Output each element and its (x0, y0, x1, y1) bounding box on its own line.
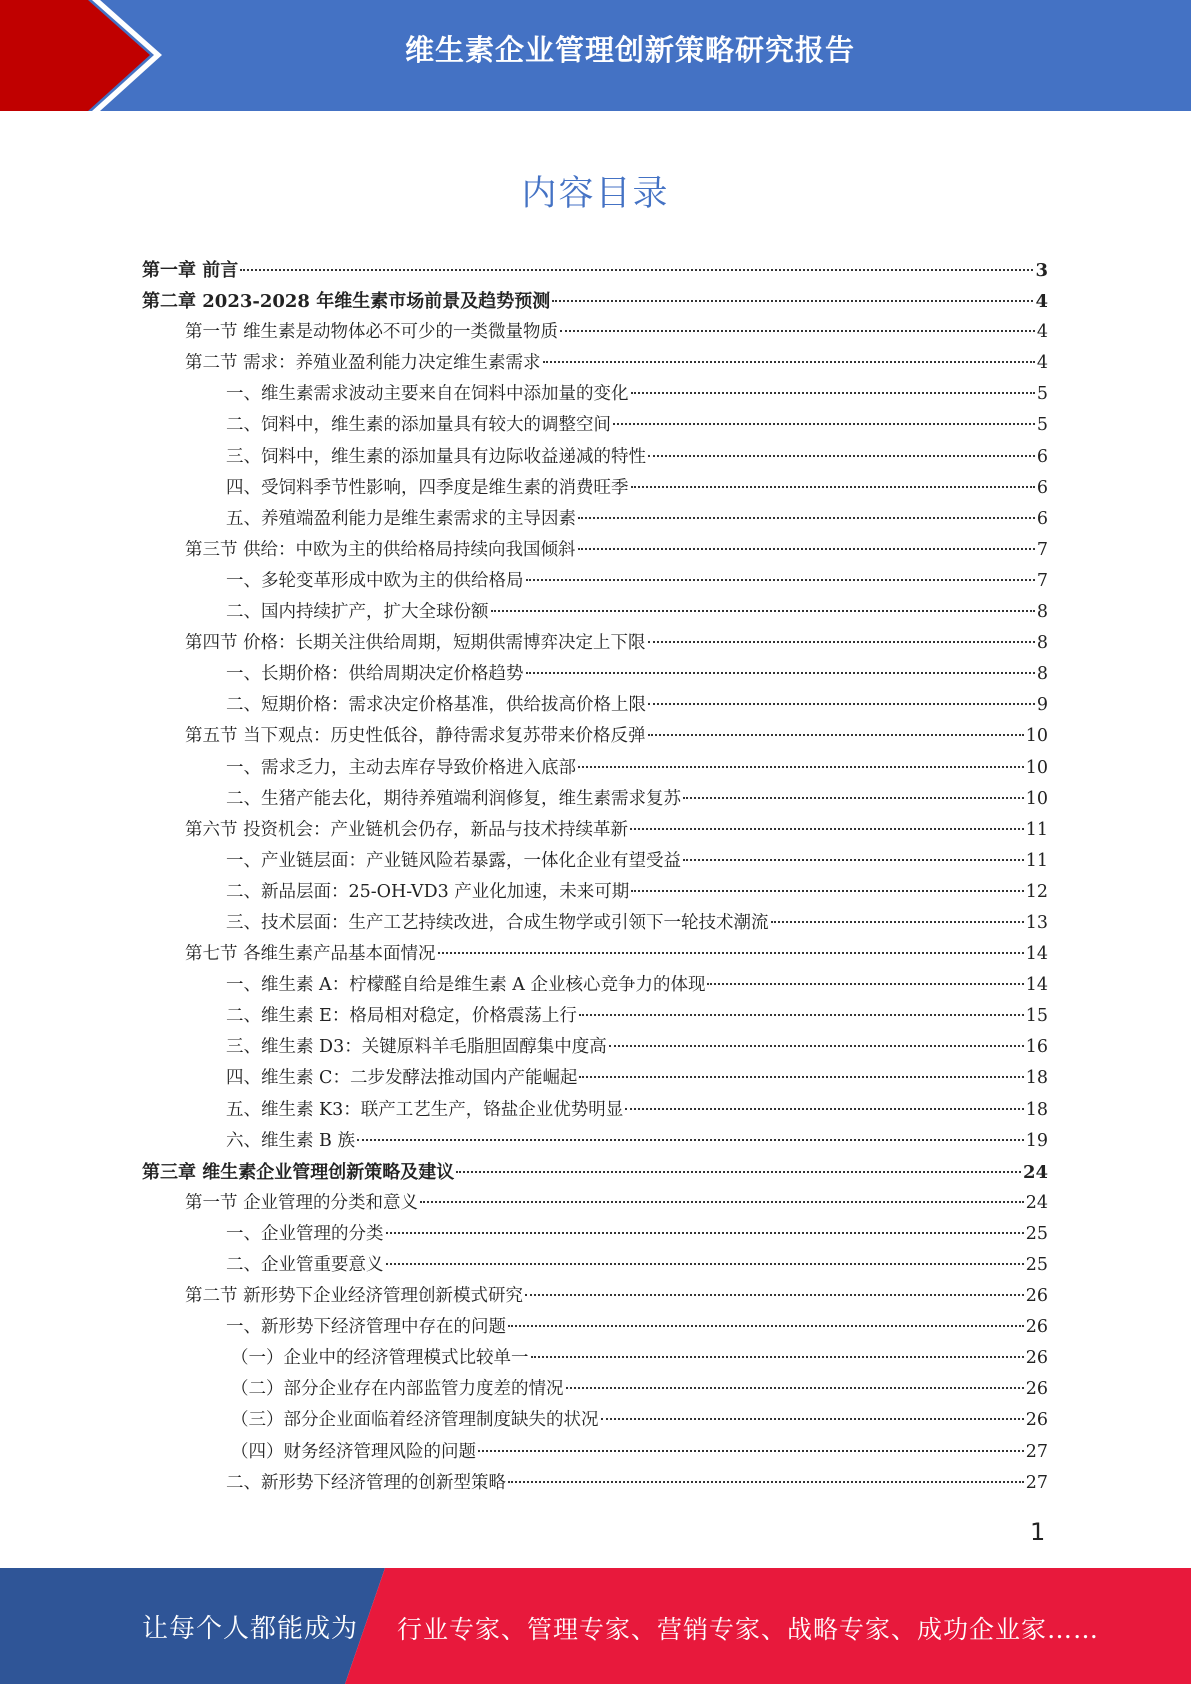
toc-entry-text: 二、生猪产能去化，期待养殖端利润修复，维生素需求复苏 (226, 788, 681, 809)
toc-entry[interactable] (142, 597, 1048, 628)
toc-entry-text: 第五节 当下观点：历史性低谷，静待需求复苏带来价格反弹 (185, 726, 646, 747)
toc-entry[interactable] (142, 1032, 1048, 1063)
toc-dot-leader (648, 454, 1035, 457)
toc-entry-page: 12 (1025, 881, 1048, 902)
toc-entry[interactable] (142, 566, 1048, 597)
toc-dot-leader (526, 578, 1035, 581)
toc-dot-leader (386, 1231, 1024, 1234)
toc-entry[interactable] (142, 1405, 1048, 1436)
toc-entry-page: 14 (1025, 944, 1048, 965)
toc-entry-text: 第三节 供给：中欧为主的供给格局持续向我国倾斜 (185, 539, 576, 560)
toc-entry-text: 第二章 2023-2028 年维生素市场前景及趋势预测 (142, 291, 551, 313)
toc-entry-page: 3 (1035, 260, 1048, 281)
toc-dot-leader (456, 1170, 1021, 1173)
toc-entry-page: 10 (1025, 788, 1048, 809)
toc-dot-leader (478, 1449, 1024, 1452)
toc-entry[interactable] (142, 473, 1048, 504)
toc-dot-leader (648, 640, 1035, 643)
toc-entry-text: 第二节 需求：养殖业盈利能力决定维生素需求 (185, 353, 541, 374)
toc-entry[interactable] (142, 379, 1048, 410)
toc-entry-page: 24 (1025, 1192, 1048, 1213)
toc-entry-page: 8 (1036, 664, 1048, 685)
toc-entry-text: 二、新形势下经济管理的创新型策略 (226, 1472, 506, 1493)
toc-dot-leader (566, 1386, 1024, 1389)
toc-entry-text: （三）部分企业面临着经济管理制度缺失的状况 (231, 1410, 599, 1431)
toc-dot-leader (631, 485, 1035, 488)
toc-entry[interactable] (142, 753, 1048, 784)
toc-entry-text: 一、维生素需求波动主要来自在饲料中添加量的变化 (226, 384, 629, 405)
toc-dot-leader (508, 1480, 1024, 1483)
toc-entry[interactable] (142, 970, 1048, 1001)
toc-entry-text: 一、需求乏力，主动去库存导致价格进入底部 (226, 757, 576, 778)
toc-dot-leader (526, 671, 1035, 674)
toc-entry[interactable] (142, 1001, 1048, 1032)
toc-dot-leader (578, 516, 1035, 519)
toc-entry[interactable] (142, 877, 1048, 908)
toc-entry-text: 第三章 维生素企业管理创新策略及建议 (142, 1161, 455, 1183)
toc-entry-page: 11 (1025, 850, 1048, 871)
toc-entry-page: 6 (1036, 446, 1048, 467)
toc-entry-text: （一）企业中的经济管理模式比较单一 (231, 1348, 529, 1369)
toc-entry[interactable] (142, 442, 1048, 473)
toc-entry-text: 四、维生素 C：二步发酵法推动国内产能崛起 (226, 1068, 578, 1089)
toc-entry-text: 第七节 各维生素产品基本面情况 (185, 944, 436, 965)
toc-entry-page: 19 (1025, 1130, 1048, 1151)
toc-dot-leader (240, 268, 1033, 271)
toc-dot-leader (552, 299, 1033, 302)
toc-entry-text: 第六节 投资机会：产业链机会仍存，新品与技术持续革新 (185, 819, 629, 840)
page-number: 1 (1030, 1518, 1046, 1546)
page-footer (0, 1568, 1191, 1684)
report-title: 维生素企业管理创新策略研究报告 (404, 33, 855, 67)
toc-entry[interactable] (142, 908, 1048, 939)
toc-entry-page: 7 (1036, 570, 1048, 591)
toc-entry-text: 二、国内持续扩产，扩大全球份额 (226, 602, 489, 623)
toc-entry[interactable] (142, 1250, 1048, 1281)
footer-slogan-right: 行业专家、管理专家、营销专家、战略专家、成功企业家…… (397, 1615, 1100, 1644)
toc-dot-leader (631, 889, 1023, 892)
toc-entry[interactable] (142, 1374, 1048, 1405)
toc-entry[interactable] (142, 846, 1048, 877)
toc-entry-page: 24 (1022, 1161, 1048, 1183)
toc-entry-text: 二、短期价格：需求决定价格基准，供给拔高价格上限 (226, 695, 646, 716)
toc-entry[interactable] (142, 1312, 1048, 1343)
toc-heading: 内容目录 (521, 174, 670, 214)
toc-entry-page: 4 (1035, 291, 1048, 313)
toc-entry[interactable] (142, 1219, 1048, 1250)
footer-slogan-left: 让每个人都能成为 (142, 1614, 359, 1644)
page-header (0, 0, 1191, 111)
toc-entry[interactable] (142, 659, 1048, 690)
toc-entry[interactable] (142, 255, 1048, 286)
toc-entry-text: 二、饲料中，维生素的添加量具有较大的调整空间 (226, 415, 611, 436)
toc-entry[interactable] (142, 1126, 1048, 1157)
toc-entry-text: 第一节 企业管理的分类和意义 (185, 1192, 419, 1213)
toc-entry[interactable] (142, 939, 1048, 970)
toc-dot-leader (578, 547, 1035, 550)
toc-entry-text: 四、受饲料季节性影响，四季度是维生素的消费旺季 (226, 477, 629, 498)
toc-dot-leader (648, 702, 1035, 705)
toc-entry-page: 27 (1025, 1441, 1048, 1462)
toc-entry-page: 25 (1025, 1255, 1048, 1275)
toc-entry-text: 第一章 前言 (142, 260, 239, 281)
toc-entry-page: 14 (1025, 975, 1048, 996)
toc-dot-leader (609, 1044, 1024, 1047)
toc-dot-leader (560, 329, 1035, 332)
toc-dot-leader (525, 1293, 1024, 1296)
toc-entry-page: 8 (1036, 633, 1048, 654)
toc-dot-leader (531, 1355, 1024, 1358)
toc-entry[interactable] (142, 815, 1048, 846)
toc-entry-page: 26 (1025, 1410, 1048, 1431)
toc-entry-page: 10 (1025, 726, 1048, 747)
toc-entry-text: 一、维生素 A：柠檬醛自给是维生素 A 企业核心竞争力的体现 (226, 975, 706, 996)
toc-entry[interactable] (142, 1281, 1048, 1312)
toc-dot-leader (543, 360, 1035, 363)
toc-entry-text: 第二节 新形势下企业经济管理创新模式研究 (185, 1286, 524, 1307)
table-of-contents (142, 255, 1048, 1499)
toc-entry[interactable] (142, 1095, 1048, 1126)
toc-dot-leader (613, 422, 1035, 425)
toc-dot-leader (683, 858, 1024, 861)
toc-entry[interactable] (142, 348, 1048, 379)
toc-entry-page: 5 (1036, 384, 1048, 405)
toc-dot-leader (386, 1262, 1024, 1265)
toc-entry-text: （四）财务经济管理风险的问题 (231, 1441, 476, 1462)
toc-dot-leader (683, 796, 1024, 799)
toc-entry-page: 18 (1025, 1099, 1048, 1120)
toc-entry-text: 二、企业管重要意义 (226, 1255, 384, 1275)
toc-entry[interactable] (142, 628, 1048, 659)
toc-dot-leader (771, 920, 1024, 923)
toc-entry-text: 三、维生素 D3：关键原料羊毛脂胆固醇集中度高 (226, 1037, 607, 1058)
toc-entry-text: 五、维生素 K3：联产工艺生产，铬盐企业优势明显 (226, 1099, 624, 1120)
toc-dot-leader (357, 1138, 1024, 1141)
toc-entry[interactable] (142, 317, 1048, 348)
toc-entry-text: 一、多轮变革形成中欧为主的供给格局 (226, 570, 524, 591)
toc-entry-page: 15 (1025, 1006, 1048, 1027)
toc-entry[interactable] (142, 690, 1048, 721)
toc-entry[interactable] (142, 1437, 1048, 1468)
toc-entry[interactable] (142, 1157, 1048, 1188)
toc-entry-text: 三、技术层面：生产工艺持续改进，合成生物学或引领下一轮技术潮流 (226, 912, 769, 933)
toc-dot-leader (491, 609, 1035, 612)
toc-entry[interactable] (142, 721, 1048, 752)
toc-entry-text: （二）部分企业存在内部监管力度差的情况 (231, 1379, 564, 1400)
toc-entry[interactable] (142, 535, 1048, 566)
toc-dot-leader (438, 951, 1024, 954)
toc-entry-text: 二、新品层面：25-OH-VD3 产业化加速，未来可期 (226, 881, 630, 902)
toc-dot-leader (578, 765, 1024, 768)
toc-entry-page: 9 (1036, 695, 1048, 716)
toc-entry-page: 16 (1025, 1037, 1048, 1058)
toc-entry[interactable] (142, 1188, 1048, 1219)
toc-dot-leader (630, 827, 1024, 830)
toc-entry-page: 26 (1025, 1379, 1048, 1400)
toc-entry[interactable] (142, 1468, 1048, 1499)
toc-entry-page: 7 (1036, 539, 1048, 560)
toc-entry-text: 一、企业管理的分类 (226, 1223, 384, 1244)
toc-entry-page: 25 (1025, 1223, 1048, 1244)
toc-entry-page: 13 (1025, 912, 1048, 933)
toc-entry-page: 26 (1025, 1348, 1048, 1369)
toc-entry-page: 6 (1036, 508, 1048, 529)
toc-entry-text: 一、长期价格：供给周期决定价格趋势 (226, 664, 524, 685)
toc-entry-text: 三、饲料中，维生素的添加量具有边际收益递减的特性 (226, 446, 646, 467)
toc-dot-leader (625, 1107, 1023, 1110)
toc-entry-text: 一、产业链层面：产业链风险若暴露，一体化企业有望受益 (226, 850, 681, 871)
toc-entry[interactable] (142, 286, 1048, 317)
toc-dot-leader (508, 1324, 1024, 1327)
toc-entry-page: 26 (1025, 1286, 1048, 1307)
toc-entry[interactable] (142, 1343, 1048, 1374)
toc-entry-text: 第四节 价格：长期关注供给周期，短期供需博弈决定上下限 (185, 633, 646, 654)
toc-entry[interactable] (142, 504, 1048, 535)
toc-entry-page: 10 (1025, 757, 1048, 778)
toc-entry-text: 二、维生素 E：格局相对稳定，价格震荡上行 (226, 1006, 577, 1027)
toc-entry-page: 26 (1025, 1317, 1048, 1338)
toc-entry[interactable] (142, 410, 1048, 441)
toc-entry[interactable] (142, 784, 1048, 815)
toc-entry-page: 8 (1036, 602, 1048, 623)
toc-entry-text: 第一节 维生素是动物体必不可少的一类微量物质 (185, 322, 559, 343)
toc-dot-leader (579, 1013, 1024, 1016)
toc-entry-page: 4 (1036, 322, 1048, 343)
toc-entry-page: 5 (1036, 415, 1048, 436)
toc-dot-leader (601, 1417, 1024, 1420)
toc-dot-leader (707, 982, 1023, 985)
toc-dot-leader (420, 1200, 1024, 1203)
toc-entry-page: 11 (1025, 819, 1048, 840)
toc-entry-text: 五、养殖端盈利能力是维生素需求的主导因素 (226, 508, 576, 529)
toc-entry-page: 4 (1036, 353, 1048, 374)
toc-dot-leader (579, 1075, 1023, 1078)
toc-entry-text: 一、新形势下经济管理中存在的问题 (226, 1317, 506, 1338)
toc-dot-leader (648, 733, 1024, 736)
toc-entry-page: 18 (1025, 1068, 1048, 1089)
toc-entry[interactable] (142, 1063, 1048, 1094)
toc-entry-page: 27 (1025, 1472, 1048, 1493)
toc-entry-page: 6 (1036, 477, 1048, 498)
toc-dot-leader (631, 391, 1035, 394)
toc-entry-text: 六、维生素 B 族 (226, 1130, 355, 1151)
